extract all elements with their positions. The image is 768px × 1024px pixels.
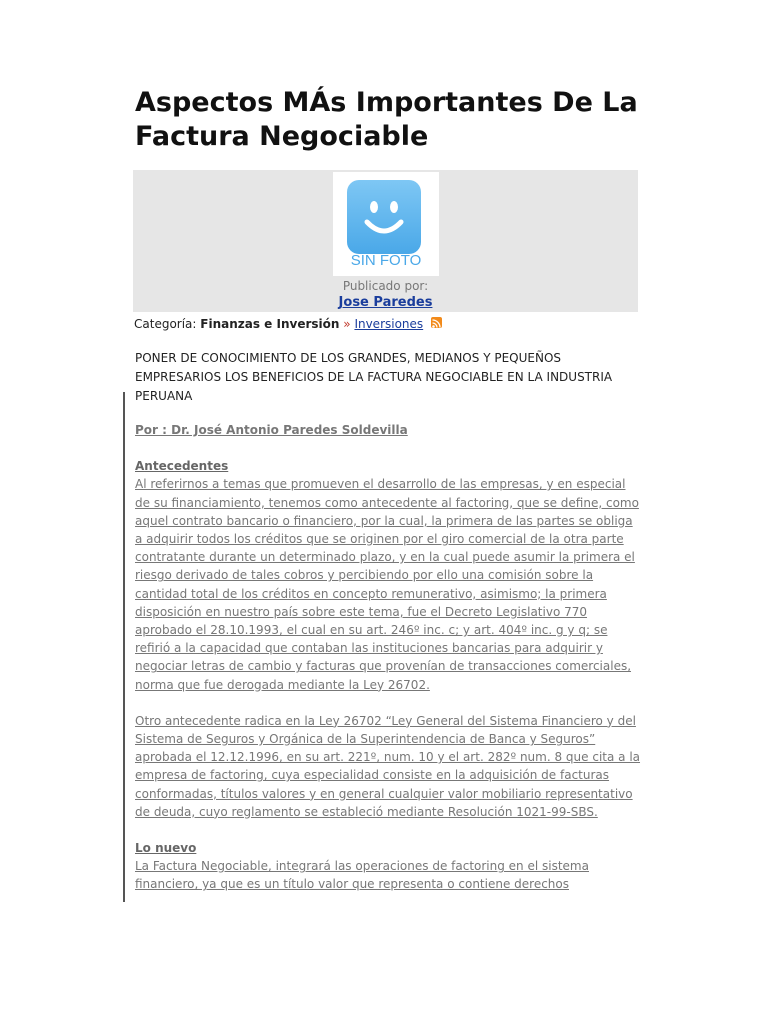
published-label: Publicado por:	[342, 279, 429, 293]
category-sub-link[interactable]: Inversiones	[354, 317, 424, 331]
category-label: Categoría:	[134, 317, 197, 331]
section-heading: Lo nuevo	[135, 841, 197, 856]
section-paragraph: La Factura Negociable, integrará las operaciones de factoring en el sistema financiero, ya que es un título valor que representa o contiene derechos	[135, 859, 589, 892]
photo-caption: SIN FOTO	[350, 252, 422, 269]
author-box	[133, 170, 638, 312]
author-link[interactable]: Jose Paredes	[338, 295, 433, 310]
author-photo	[333, 172, 439, 276]
smiley-placeholder-icon	[347, 180, 421, 254]
category-line	[134, 316, 654, 332]
section-paragraph: Al referirnos a temas que promueven el desarrollo de las empresas, y en especial de su financiamiento, tenemos como antecedente al factoring, que se define, como aquel contrato bancario o financiero, por la cual, la primera de las partes se obliga a adquirir todos los créditos que se originen por el giro comercial de la otra parte contratante durante un determinado plazo, y en la cual puede asumir la primera el riesgo derivado de tales cobros y percibiendo por ello una comisión sobre la cantidad total de los créditos en concepto remunerativo, asimismo; la primera disposición en nuestro país sobre este tema, fue el Decreto Legislativo 770 aprobado el 28.10.1993, el cual en su art. 246º inc. c; y art. 404º inc. g y q; se refirió a la capacidad que contaban las instituciones bancarias para adquirir y negociar letras de cambio y facturas que provenían de transacciones comerciales, norma que fue derogada mediante la Ley 26702.	[135, 477, 639, 692]
section-heading: Antecedentes	[135, 459, 229, 474]
article-summary: PONER DE CONOCIMIENTO DE LOS GRANDES, MEDIANOS Y PEQUEÑOS EMPRESARIOS LOS BENEFICIOS DE LA FACTURA NEGOCIABLE EN LA INDUSTRIA PERUANA	[135, 351, 613, 403]
category-separator: »	[343, 317, 351, 331]
category-main: Finanzas e Inversión	[200, 317, 340, 331]
byline: Por : Dr. José Antonio Paredes Soldevilla	[135, 423, 408, 437]
article-body	[123, 392, 643, 902]
page-title: Aspectos MÁs Importantes De La Factura Negociable	[135, 87, 638, 152]
section-paragraph: Otro antecedente radica en la Ley 26702 “Ley General del Sistema Financiero y del Sistema de Seguros y Orgánica de la Superintendencia de Banca y Seguros” aprobada el 12.12.1996, en su art. 221º, num. 10 y el art. 282º num. 8 que cita a la empresa de factoring, cuya especialidad consiste en la adquisición de facturas conformadas, títulos valores y en general cualquier valor mobiliario representativo de deuda, cuyo reglamento se estableció mediante Resolución 1021-99-SBS.	[135, 713, 641, 819]
rss-icon[interactable]	[431, 317, 442, 328]
